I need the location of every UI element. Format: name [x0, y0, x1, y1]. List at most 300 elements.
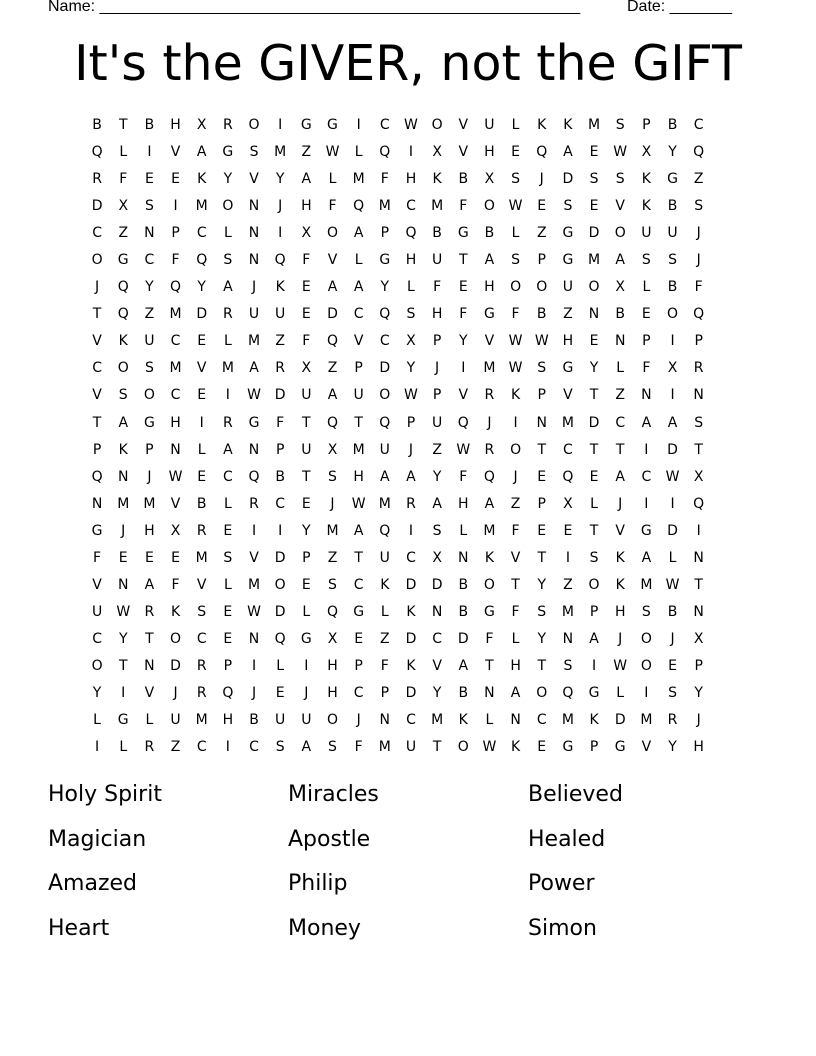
grid-letter: F [380, 657, 389, 674]
grid-letter: R [222, 306, 233, 323]
grid-letter: E [275, 684, 285, 701]
grid-letter: O [143, 387, 155, 404]
grid-letter: N [562, 630, 574, 647]
grid-letter: S [537, 360, 547, 377]
grid-letter: Z [510, 495, 521, 512]
grid-letter: M [588, 252, 601, 269]
grid-letter: E [301, 306, 311, 323]
grid-letter: E [301, 576, 311, 593]
grid-letter: U [301, 387, 312, 404]
grid-letter: N [614, 333, 626, 350]
grid-letter: N [693, 387, 704, 404]
grid-letter: C [196, 225, 207, 242]
grid-letter: V [458, 117, 469, 133]
grid-letter: W [508, 333, 523, 350]
grid-letter: E [118, 549, 128, 566]
grid-letter: T [694, 441, 703, 458]
grid-letter: Y [197, 279, 206, 296]
grid-letter: B [458, 576, 469, 593]
grid-letter: I [304, 657, 309, 674]
grid-letter: U [301, 712, 312, 729]
grid-letter: S [328, 576, 337, 593]
grid-letter: R [196, 657, 207, 674]
grid-letter: L [197, 441, 206, 458]
grid-row [84, 382, 734, 409]
grid-letter: L [119, 739, 128, 756]
grid-letter: G [117, 712, 129, 729]
word-bank [48, 780, 768, 958]
grid-letter: N [248, 252, 260, 269]
grid-letter: Z [170, 739, 181, 756]
grid-letter: B [144, 117, 155, 133]
grid-letter: L [328, 171, 337, 188]
grid-letter: H [431, 306, 443, 323]
word-bank-item: Philip [288, 871, 348, 896]
word-bank-item: Holy Spirit [48, 782, 162, 807]
grid-letter: F [380, 171, 389, 188]
grid-letter: B [667, 279, 678, 296]
grid-letter: S [668, 252, 677, 269]
grid-letter: S [432, 522, 442, 539]
grid-letter: Z [536, 225, 547, 242]
grid-letter: N [379, 712, 391, 729]
grid-letter: E [171, 171, 180, 188]
grid-letter: S [589, 171, 599, 188]
word-search-grid [84, 112, 734, 761]
grid-letter: Z [301, 144, 312, 161]
grid-letter: L [145, 712, 154, 729]
grid-letter: O [483, 576, 495, 593]
grid-letter: E [641, 306, 651, 323]
grid-letter: Y [694, 684, 703, 701]
grid-letter: X [693, 468, 704, 485]
grid-letter: K [641, 171, 651, 188]
grid-letter: Z [327, 549, 338, 566]
grid-letter: U [379, 441, 390, 458]
grid-letter: M [221, 360, 234, 377]
grid-letter: K [275, 279, 285, 296]
grid-letter: A [223, 441, 233, 458]
grid-letter: W [404, 117, 418, 133]
grid-letter: I [147, 144, 152, 161]
grid-letter: Z [380, 630, 390, 647]
word-bank-item: Amazed [48, 871, 138, 896]
grid-letter: J [173, 684, 178, 701]
grid-letter: Y [302, 522, 311, 539]
grid-letter: S [641, 603, 651, 620]
grid-letter: R [484, 441, 495, 458]
grid-letter: M [274, 144, 287, 161]
grid-row [84, 464, 734, 491]
grid-letter: L [93, 712, 101, 729]
grid-letter: H [510, 657, 521, 674]
grid-letter: O [326, 225, 338, 242]
grid-letter: G [327, 117, 338, 133]
grid-letter: V [327, 252, 338, 269]
grid-letter: A [406, 468, 416, 485]
grid-letter: P [694, 333, 703, 350]
grid-letter: Z [327, 360, 338, 377]
grid-letter: A [615, 468, 625, 485]
grid-letter: K [118, 441, 128, 458]
grid-letter: O [326, 712, 338, 729]
grid-letter: D [405, 630, 417, 647]
grid-letter: X [170, 522, 181, 539]
grid-letter: E [171, 549, 180, 566]
grid-letter: J [618, 495, 623, 512]
grid-letter: A [301, 739, 312, 756]
grid-letter: N [641, 387, 652, 404]
grid-letter: M [169, 360, 182, 377]
grid-letter: S [563, 198, 573, 215]
grid-letter: S [668, 684, 677, 701]
grid-letter: B [432, 225, 442, 242]
grid-row [84, 355, 734, 382]
header-line [48, 0, 748, 18]
grid-letter: T [302, 414, 311, 431]
grid-letter: T [432, 739, 442, 756]
grid-letter: O [536, 279, 548, 296]
grid-letter: F [694, 279, 703, 296]
grid-letter: O [510, 441, 522, 458]
grid-letter: Q [248, 468, 260, 485]
word-bank-item: Heart [48, 915, 110, 941]
grid-letter: K [510, 387, 521, 404]
grid-letter: E [668, 657, 677, 674]
grid-letter: A [589, 630, 599, 647]
grid-letter: F [511, 522, 520, 539]
grid-letter: J [408, 441, 414, 458]
grid-letter: F [119, 171, 128, 188]
grid-letter: L [511, 630, 520, 647]
grid-letter: U [484, 117, 495, 133]
grid-letter: L [119, 144, 128, 161]
grid-letter: Q [379, 144, 391, 161]
grid-letter: W [665, 576, 680, 593]
grid-letter: B [249, 712, 259, 729]
grid-letter: Q [222, 684, 234, 701]
grid-letter: J [95, 279, 100, 296]
grid-letter: U [170, 712, 181, 729]
grid-letter: M [352, 171, 365, 188]
grid-letter: V [615, 522, 625, 539]
grid-letter: H [353, 468, 364, 485]
grid-letter: N [248, 198, 260, 215]
grid-letter: R [667, 712, 678, 729]
grid-letter: W [325, 144, 340, 161]
grid-letter: E [537, 468, 547, 485]
grid-letter: N [510, 712, 521, 729]
grid-letter: U [405, 739, 417, 756]
grid-letter: J [435, 360, 440, 377]
grid-letter: D [588, 225, 600, 242]
grid-letter: O [170, 630, 182, 647]
grid-letter: S [223, 252, 233, 269]
grid-letter: L [668, 549, 677, 566]
grid-letter: A [484, 252, 495, 269]
grid-letter: N [248, 225, 260, 242]
grid-letter: L [616, 360, 625, 377]
grid-letter: I [121, 684, 126, 701]
grid-letter: X [563, 495, 573, 512]
grid-letter: F [302, 333, 311, 350]
date-field-label: Date: _______ [627, 0, 732, 15]
grid-letter: C [170, 387, 181, 404]
grid-letter: S [511, 171, 521, 188]
grid-letter: P [354, 360, 363, 377]
grid-letter: M [378, 495, 391, 512]
grid-letter: T [92, 306, 102, 323]
grid-letter: F [328, 198, 337, 215]
grid-letter: Z [693, 171, 704, 188]
grid-row [84, 220, 734, 247]
word-bank-item: Apostle [288, 826, 371, 852]
grid-letter: V [353, 333, 364, 350]
grid-letter: C [92, 225, 102, 242]
grid-letter: N [144, 225, 155, 242]
grid-letter: F [459, 468, 468, 485]
word-bank-item: Miracles [288, 782, 379, 807]
grid-letter: N [91, 495, 103, 512]
grid-letter: C [196, 739, 207, 756]
grid-letter: C [249, 739, 259, 756]
grid-letter: O [222, 198, 234, 215]
grid-letter: W [404, 387, 418, 404]
grid-letter: G [222, 144, 234, 161]
grid-letter: Q [693, 306, 705, 323]
grid-letter: G [614, 739, 626, 756]
grid-letter: R [196, 684, 207, 701]
grid-letter: M [483, 360, 496, 377]
grid-letter: I [173, 198, 178, 215]
grid-letter: N [117, 468, 129, 485]
word-bank-item: Believed [528, 782, 623, 807]
grid-letter: X [432, 144, 442, 161]
grid-letter: X [301, 360, 312, 377]
grid-letter: U [562, 279, 574, 296]
grid-letter: E [301, 279, 311, 296]
grid-letter: K [615, 549, 625, 566]
grid-letter: X [432, 549, 442, 566]
grid-letter: U [91, 603, 103, 620]
grid-letter: V [458, 387, 469, 404]
grid-letter: I [278, 117, 283, 133]
grid-letter: K [484, 549, 495, 566]
grid-letter: H [170, 414, 181, 431]
grid-letter: W [508, 360, 523, 377]
grid-letter: M [640, 576, 653, 593]
grid-letter: B [667, 117, 678, 133]
grid-letter: B [667, 603, 678, 620]
grid-letter: R [196, 522, 207, 539]
grid-letter: I [696, 522, 701, 539]
grid-letter: J [696, 252, 701, 269]
grid-letter: S [144, 360, 154, 377]
grid-letter: P [92, 441, 102, 458]
grid-letter: L [354, 252, 363, 269]
grid-row [84, 410, 734, 437]
grid-letter: S [406, 306, 416, 323]
grid-letter: C [170, 333, 181, 350]
grid-letter: G [117, 252, 129, 269]
grid-letter: I [670, 495, 675, 512]
grid-letter: E [537, 739, 547, 756]
grid-letter: N [693, 549, 704, 566]
grid-letter: F [302, 252, 311, 269]
grid-letter: V [510, 549, 521, 566]
word-bank-item: Simon [528, 915, 597, 941]
grid-letter: A [510, 684, 521, 701]
grid-letter: Y [537, 630, 547, 647]
grid-letter: M [143, 495, 156, 512]
grid-letter: F [459, 306, 468, 323]
grid-letter: V [170, 495, 181, 512]
grid-letter: A [641, 414, 652, 431]
grid-letter: Y [458, 333, 468, 350]
grid-letter: V [563, 387, 573, 404]
grid-letter: U [379, 549, 390, 566]
grid-letter: F [459, 198, 468, 215]
grid-letter: R [222, 117, 233, 133]
grid-letter: T [615, 441, 625, 458]
grid-letter: D [274, 603, 286, 620]
grid-letter: D [327, 306, 338, 323]
grid-letter: N [248, 630, 260, 647]
grid-letter: C [693, 117, 704, 133]
grid-letter: D [588, 414, 600, 431]
grid-letter: B [458, 684, 469, 701]
grid-letter: M [561, 603, 574, 620]
grid-letter: Q [405, 225, 417, 242]
grid-letter: E [589, 144, 599, 161]
page-title: It's the GIVER, not the GIFT [74, 35, 742, 92]
grid-letter: Y [380, 279, 390, 296]
grid-letter: K [458, 712, 468, 729]
grid-letter: J [696, 712, 701, 729]
grid-letter: X [406, 333, 416, 350]
grid-letter: I [461, 360, 466, 377]
grid-letter: B [275, 468, 285, 485]
grid-letter: D [196, 306, 208, 323]
grid-letter: M [195, 198, 208, 215]
grid-letter: O [91, 252, 103, 269]
grid-letter: Y [668, 144, 677, 161]
grid-letter: D [91, 198, 103, 215]
grid-letter: M [483, 522, 496, 539]
grid-letter: L [354, 144, 363, 161]
grid-letter: Z [144, 306, 155, 323]
grid-letter: U [275, 306, 286, 323]
grid-letter: K [563, 117, 573, 133]
grid-letter: F [485, 630, 494, 647]
grid-letter: K [537, 117, 547, 133]
grid-letter: C [275, 495, 286, 512]
grid-letter: C [406, 712, 416, 729]
grid-letter: Q [196, 252, 208, 269]
grid-letter: A [118, 414, 129, 431]
grid-letter: E [197, 387, 207, 404]
grid-letter: W [613, 657, 628, 674]
grid-letter: O [248, 117, 260, 133]
grid-letter: T [145, 630, 154, 647]
grid-letter: L [511, 117, 520, 133]
grid-letter: D [667, 441, 678, 458]
grid-letter: I [199, 414, 204, 431]
grid-letter: D [457, 630, 469, 647]
grid-letter: H [170, 117, 181, 133]
grid-letter: T [589, 387, 599, 404]
grid-letter: U [275, 712, 286, 729]
grid-letter: M [117, 495, 130, 512]
grid-letter: Z [615, 387, 625, 404]
grid-letter: G [562, 739, 574, 756]
grid-letter: I [408, 144, 414, 161]
grid-letter: T [537, 549, 547, 566]
grid-letter: E [458, 279, 468, 296]
grid-letter: C [353, 684, 364, 701]
grid-letter: E [197, 468, 207, 485]
grid-letter: G [353, 603, 365, 620]
grid-letter: Q [693, 144, 705, 161]
grid-letter: K [406, 603, 416, 620]
grid-letter: V [92, 576, 102, 593]
grid-letter: W [482, 739, 497, 756]
grid-letter: I [408, 522, 414, 539]
grid-letter: S [249, 144, 259, 161]
grid-letter: O [91, 657, 103, 674]
grid-letter: W [613, 144, 628, 161]
grid-letter: O [614, 225, 626, 242]
grid-letter: M [195, 712, 208, 729]
grid-letter: H [484, 144, 495, 161]
grid-letter: M [169, 306, 182, 323]
grid-letter: O [117, 360, 129, 377]
grid-letter: Q [562, 468, 574, 485]
grid-letter: C [406, 549, 416, 566]
grid-letter: N [248, 441, 260, 458]
grid-row [84, 734, 734, 761]
grid-letter: Q [562, 684, 574, 701]
grid-letter: J [278, 198, 283, 215]
grid-letter: E [223, 603, 233, 620]
grid-letter: G [562, 360, 574, 377]
grid-letter: V [458, 144, 469, 161]
grid-letter: S [615, 171, 625, 188]
grid-letter: V [641, 739, 652, 756]
grid-letter: J [121, 522, 126, 539]
grid-letter: J [147, 468, 152, 485]
grid-letter: Q [326, 603, 338, 620]
grid-letter: N [588, 306, 600, 323]
grid-letter: S [694, 198, 704, 215]
grid-letter: I [644, 684, 649, 701]
grid-letter: I [225, 739, 230, 756]
grid-letter: A [144, 576, 155, 593]
grid-letter: F [354, 739, 363, 756]
grid-letter: F [93, 549, 102, 566]
grid-letter: P [694, 657, 703, 674]
grid-letter: S [275, 739, 285, 756]
grid-letter: I [670, 387, 675, 404]
grid-letter: G [248, 414, 260, 431]
grid-letter: Y [589, 360, 599, 377]
grid-letter: V [249, 549, 259, 566]
grid-letter: H [484, 279, 495, 296]
grid-letter: O [457, 739, 469, 756]
grid-letter: S [694, 414, 704, 431]
grid-row [84, 599, 734, 626]
grid-row [84, 193, 734, 220]
